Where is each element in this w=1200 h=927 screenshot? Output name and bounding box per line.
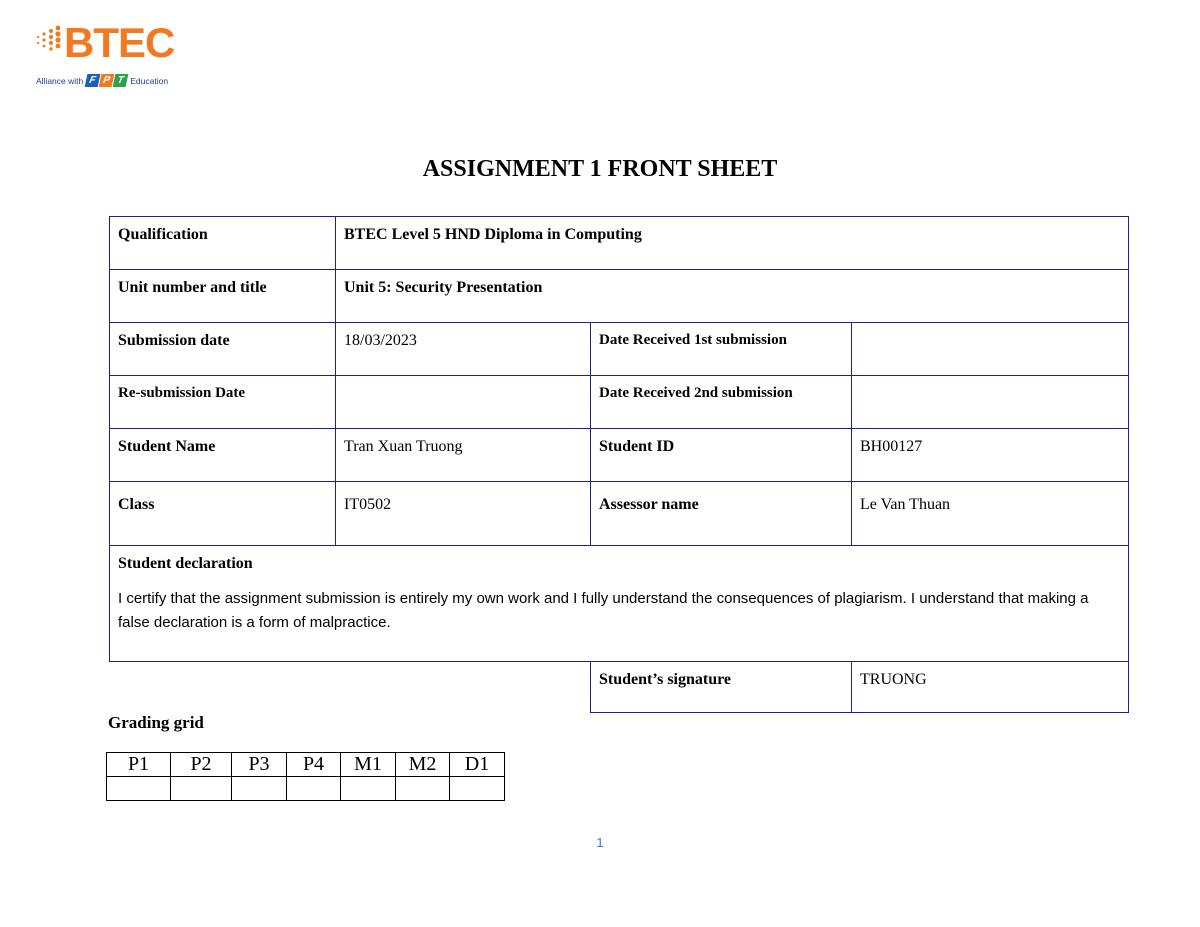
signature-value: TRUONG (852, 662, 1129, 713)
page-number: 1 (596, 835, 604, 850)
student-name-label: Student Name (110, 429, 336, 482)
grade-cell (107, 777, 171, 801)
table-row (110, 482, 1129, 546)
assessor-value: Le Van Thuan (852, 482, 1129, 546)
submission-date-value: 18/03/2023 (336, 323, 591, 376)
qualification-value: BTEC Level 5 HND Diploma in Computing (336, 217, 1129, 270)
grade-cell (287, 777, 341, 801)
unit-value: Unit 5: Security Presentation (336, 270, 1129, 323)
student-name-value: Tran Xuan Truong (336, 429, 591, 482)
grade-cell (171, 777, 232, 801)
grade-header-m1: M1 (341, 753, 396, 777)
date-received-2-value (852, 376, 1129, 429)
grade-header-d1: D1 (450, 753, 505, 777)
table-row (110, 270, 1129, 323)
date-received-1-value (852, 323, 1129, 376)
declaration-title: Student declaration (118, 555, 253, 572)
signature-label: Student’s signature (591, 662, 852, 713)
logo-wordmark: BTEC (64, 19, 175, 66)
declaration-text: I certify that the assignment submission is entirely my own work and I fully understand the consequences of plagiarism. I understand that making a false declaration is a form of malpractice. (118, 590, 1089, 631)
table-row (110, 546, 1129, 662)
submission-date-label: Submission date (110, 323, 336, 376)
table-row (110, 217, 1129, 270)
grade-header-p3: P3 (232, 753, 287, 777)
grade-header-p2: P2 (171, 753, 232, 777)
table-row (110, 376, 1129, 429)
resubmission-label: Re-submission Date (110, 376, 336, 429)
qualification-label: Qualification (110, 217, 336, 270)
class-label: Class (110, 482, 336, 546)
empty-cell (110, 662, 591, 713)
date-received-1-label: Date Received 1st submission (591, 323, 852, 376)
date-received-2-label: Date Received 2nd submission (591, 376, 852, 429)
student-id-label: Student ID (591, 429, 852, 482)
assessor-label: Assessor name (591, 482, 852, 546)
table-row (110, 662, 1129, 713)
unit-label: Unit number and title (110, 270, 336, 323)
btec-logo (34, 18, 184, 90)
class-value: IT0502 (336, 482, 591, 546)
table-row (110, 429, 1129, 482)
grade-cell (232, 777, 287, 801)
grading-header-row (107, 753, 505, 777)
grading-grid-label: Grading grid (108, 713, 204, 732)
logo-alliance-line (36, 74, 168, 87)
grade-cell (450, 777, 505, 801)
table-row (110, 323, 1129, 376)
grade-header-m2: M2 (396, 753, 450, 777)
grade-header-p1: P1 (107, 753, 171, 777)
grade-header-p4: P4 (287, 753, 341, 777)
grade-cell (396, 777, 450, 801)
declaration-cell (110, 546, 1129, 662)
student-id-value: BH00127 (852, 429, 1129, 482)
fpt-logo: F P T (86, 74, 127, 87)
alliance-suffix: Education (130, 75, 169, 86)
grade-cell (341, 777, 396, 801)
resubmission-value (336, 376, 591, 429)
grading-grid-table (106, 752, 505, 801)
front-sheet-table (109, 216, 1129, 713)
page-title: ASSIGNMENT 1 FRONT SHEET (422, 156, 778, 182)
logo-dots-icon (34, 24, 64, 54)
alliance-prefix: Alliance with (36, 75, 84, 86)
grading-value-row (107, 777, 505, 801)
